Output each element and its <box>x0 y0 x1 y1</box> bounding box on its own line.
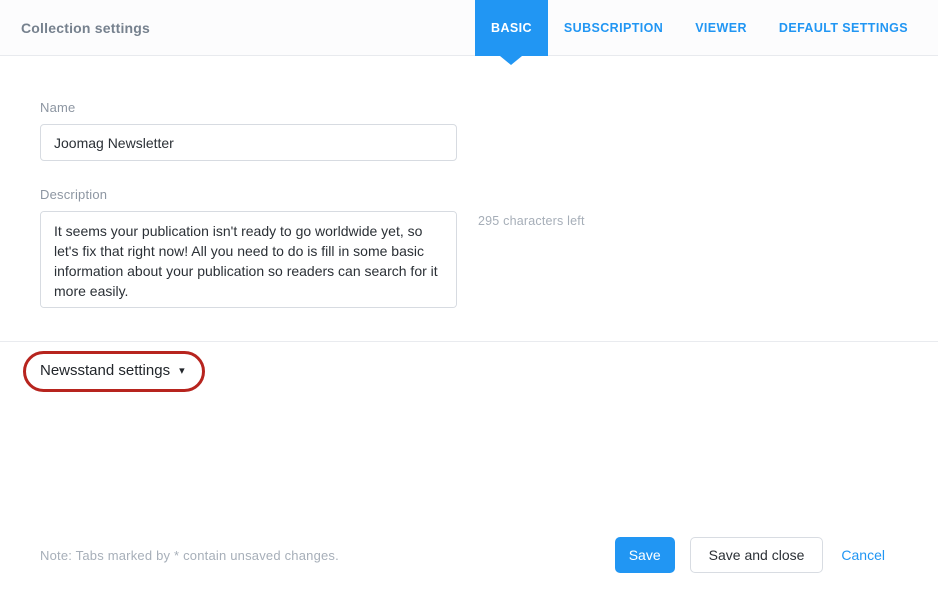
tab-default-settings[interactable]: DEFAULT SETTINGS <box>763 0 924 56</box>
save-and-close-button[interactable]: Save and close <box>690 537 824 573</box>
tab-basic[interactable]: BASIC <box>475 0 548 56</box>
header-bar <box>0 0 938 56</box>
newsstand-section <box>0 342 938 392</box>
save-button[interactable]: Save <box>615 537 675 573</box>
chevron-down-icon: ▾ <box>179 365 185 377</box>
tab-subscription[interactable]: SUBSCRIPTION <box>548 0 679 56</box>
footer-bar <box>40 537 885 573</box>
newsstand-settings-toggle[interactable] <box>40 362 185 379</box>
description-label: Description <box>40 187 108 202</box>
page-title: Collection settings <box>21 19 151 36</box>
name-input[interactable] <box>40 124 457 161</box>
tab-bar <box>475 0 924 56</box>
tab-viewer[interactable]: VIEWER <box>679 0 763 56</box>
description-textarea[interactable] <box>40 211 457 308</box>
basic-settings-form <box>0 56 938 308</box>
characters-left-counter: 295 characters left <box>478 214 585 228</box>
cancel-button[interactable]: Cancel <box>841 547 885 563</box>
name-label: Name <box>40 100 76 115</box>
description-row <box>40 211 938 308</box>
newsstand-settings-label: Newsstand settings <box>40 362 171 379</box>
unsaved-changes-note: Note: Tabs marked by * contain unsaved changes. <box>40 547 339 563</box>
red-annotation-ellipse <box>23 351 205 392</box>
